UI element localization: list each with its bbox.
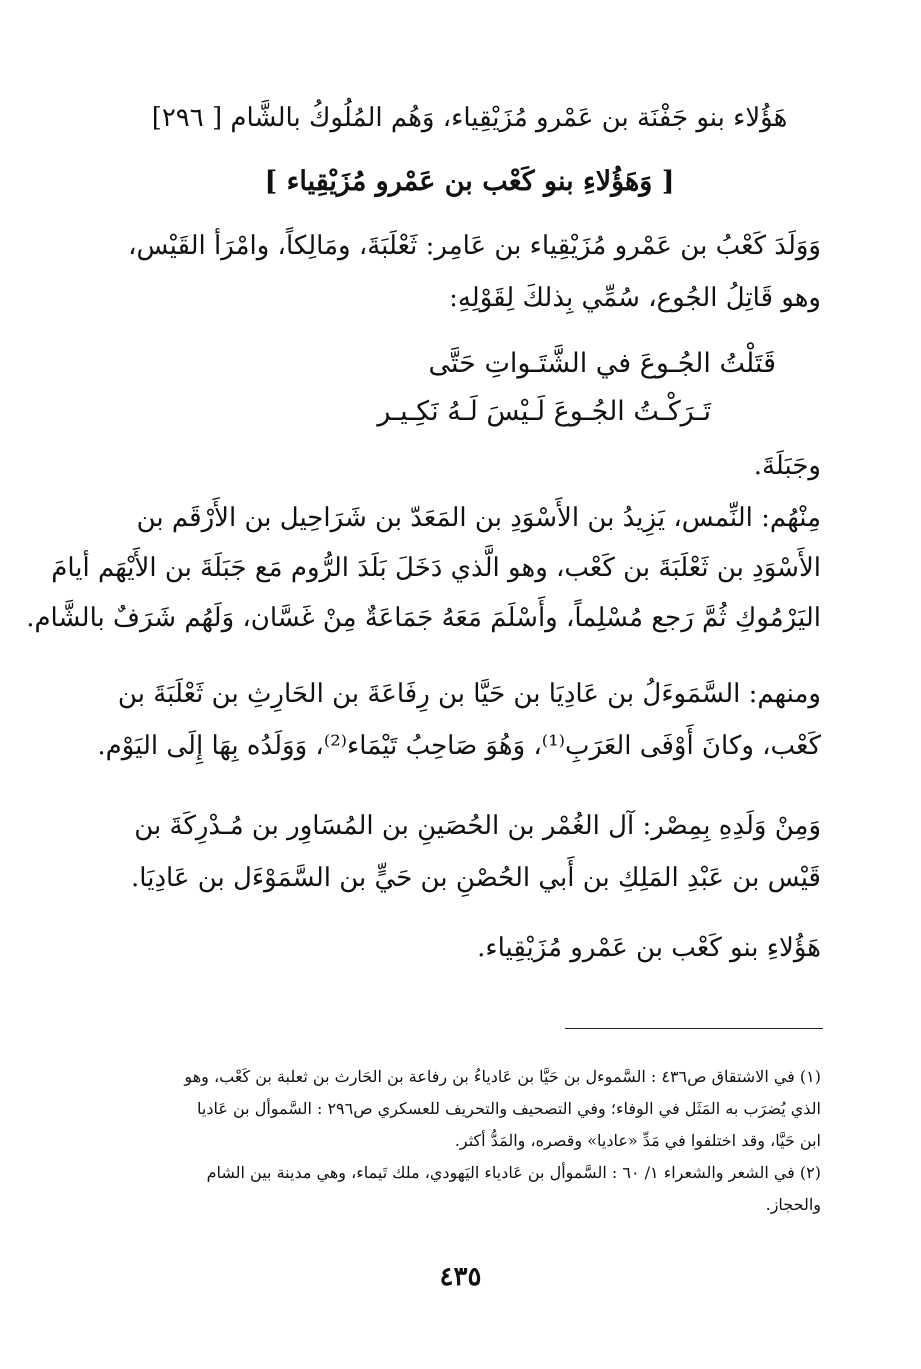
para3-line1: ومنهم: السَّمَوءَلُ بن عَادِيَا بن حَيَّا بن رِفَاعَةَ بن الحَارِثِ بن ثَعْلَبَةَ بن xyxy=(117,679,821,709)
footnote-2-line-1: (٢) في الشعر والشعراء ١/ ٦٠ : السَّموأل بن عَادياء اليَهودي، ملك تَيماء، وهي مدينة بين الشام xyxy=(206,1163,821,1182)
footnote-2-line-2: والحجاز. xyxy=(765,1195,821,1214)
para2-line3: الأَسْوَدِ بن ثَعْلَبَةَ بن كَعْب، وهو الَّذي دَخَلَ بَلَدَ الرُّوم مَع جَبَلَةَ بن الأَيْهَم أيامَ xyxy=(51,553,821,583)
para3-line2: كَعْب، وكانَ أَوْفَى العَرَبِ⁽¹⁾، وَهُوَ صَاحِبُ تَيْمَاء⁽²⁾، وَوَلَدُه بِهَا إِلَى اليَوْم. xyxy=(97,731,821,761)
header-line: هَؤُلاء بنو جَفْنَة بن عَمْرو مُزَيْقِياء، وَهُم المُلُوكُ بالشَّام [ ٢٩٦] xyxy=(151,103,788,133)
para4-line1: وَمِنْ وَلَدِهِ بِمِصْر: آل الغُمْر بن الحُصَينِ بن المُسَاوِر بن مُـدْرِكَةَ بن xyxy=(134,811,821,841)
para4-line2: قَيْس بن عَبْدِ المَلِكِ بن أَبي الحُصْنِ بن حَيٍّ بن السَّمَوْءَل بن عَادِيَا. xyxy=(131,863,821,893)
para1-line2: وهو قَاتِلُ الجُوع، سُمِّي بِذلكَ لِقَوْلِهِ: xyxy=(449,283,821,313)
footnote-1-line-3: ابن حَيَّا، وقد اختلفوا في مَدِّ «عاديا» وقصره، والمَدُّ أكثر. xyxy=(454,1131,821,1150)
footnote-divider xyxy=(565,1028,823,1029)
para2-line2: مِنْهُم: النِّمس، يَزِيدُ بن الأَسْوَدِ بن المَعَدّ بن شَرَاحِيل بن الأَرْقَم بن xyxy=(136,503,821,533)
closing-line: هَؤُلاءِ بنو كَعْب بن عَمْرو مُزَيْقِياء. xyxy=(477,933,821,963)
para1-line1: وَوَلَدَ كَعْبُ بن عَمْرو مُزَيْقِياء بن عَامِر: ثَعْلَبَةَ، ومَالِكاً، وامْرَأ القَيْس، xyxy=(128,231,821,261)
section-heading: [ وَهَؤُلاءِ بنو كَعْب بن عَمْرو مُزَيْقِياء ] xyxy=(264,166,675,197)
footnote-1-line-1: (١) في الاشتقاق ص٤٣٦ : السَّموءل بن حَيَّا بن عَادياءُ بن رفاعة بن الحَارث بن ثعلبة بن كَعْب، وهو xyxy=(184,1067,821,1086)
para2-line1: وجَبَلَةَ. xyxy=(753,451,821,481)
poem-verse-2: تَـرَكْـتُ الجُـوعَ لَـيْسَ لَـهُ نَكِـيـر xyxy=(377,396,711,427)
footnote-1-line-2: الذي يُضرَب به المَثَل في الوفاء؛ وفي التصحيف والتحريف للعسكري ص٢٩٦ : السَّموأل بن عَاديا xyxy=(197,1099,821,1118)
page-number: ٤٣٥ xyxy=(439,1262,482,1292)
para2-line4: اليَرْمُوكِ ثُمَّ رَجع مُسْلِماً، وأَسْلَمَ مَعَهُ جَمَاعَةٌ مِنْ غَسَّان، وَلَهُم شَرَفٌ بالشَّام. xyxy=(26,603,821,633)
poem-verse-1: قَتَلْتُ الجُـوعَ في الشَّتَـواتِ حَتَّى xyxy=(428,348,776,379)
